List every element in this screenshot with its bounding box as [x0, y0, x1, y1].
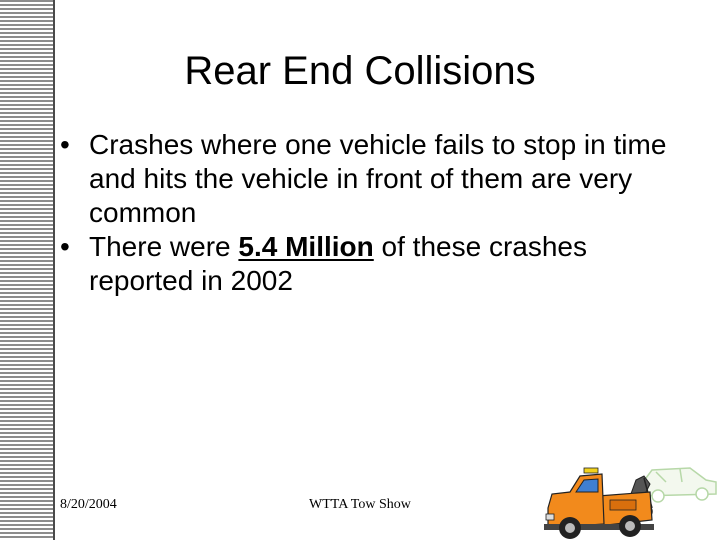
bullet-text-after: of these crashes reported in 2002 — [89, 231, 587, 296]
car-icon — [640, 468, 716, 502]
bullet-text-main: Crashes where one vehicle fails to stop in time and hits the vehicle in front of them are very common — [89, 129, 667, 228]
bullet-text — [89, 128, 680, 230]
footer-title: WTTA Tow Show — [309, 497, 411, 512]
bullet-item-crash-count — [60, 230, 680, 298]
side-stripe-border — [53, 0, 55, 540]
bullet-item-crashes-definition — [60, 128, 680, 230]
bullet-text-before: There were — [89, 231, 239, 262]
slide-title: Rear End Collisions — [184, 49, 536, 93]
footer-date: 8/20/2004 — [60, 497, 117, 512]
bullet-list — [60, 128, 680, 298]
tow-truck-icon — [540, 446, 720, 540]
bullet-text — [89, 230, 680, 298]
bullet-marker: • — [60, 129, 70, 160]
bullet-marker: • — [60, 231, 70, 262]
crash-count-emphasis: 5.4 Million — [238, 231, 374, 262]
decorative-side-stripe — [0, 0, 54, 540]
